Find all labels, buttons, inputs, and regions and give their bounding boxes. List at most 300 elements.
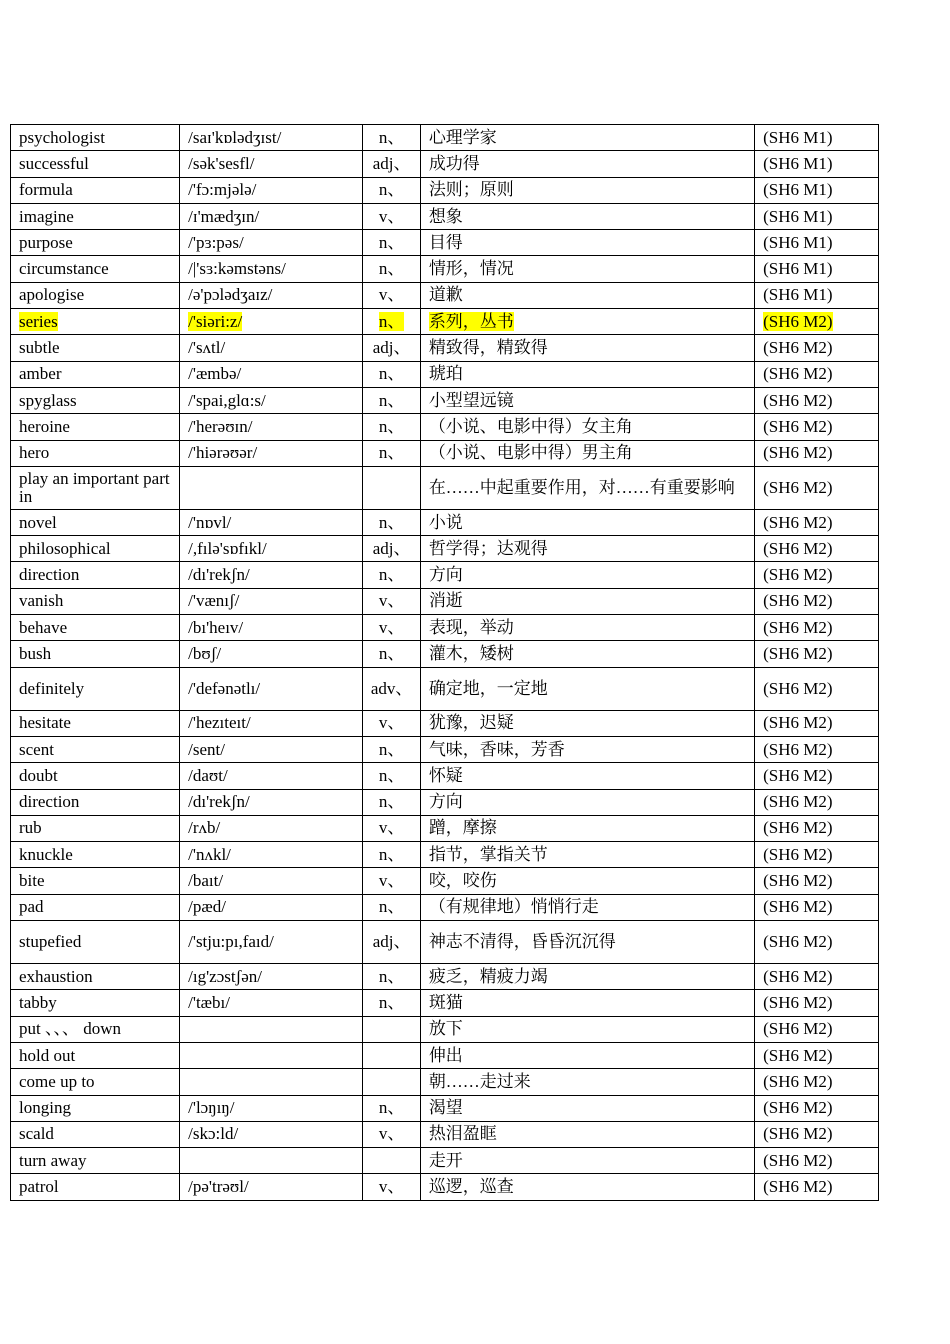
source-text: (SH6 M2) <box>763 765 833 785</box>
part-of-speech-text: v、 <box>378 871 405 891</box>
source-text: (SH6 M1) <box>763 232 833 252</box>
table-row <box>11 1069 879 1095</box>
word-text: vanish <box>19 591 64 611</box>
part-of-speech-text: n、 <box>378 765 405 785</box>
phonetic-cell <box>180 282 363 308</box>
part-of-speech-cell <box>363 1069 420 1095</box>
part-of-speech-cell <box>363 282 420 308</box>
table-row <box>11 282 879 308</box>
source-text: (SH6 M1) <box>763 153 833 173</box>
source-text: (SH6 M2) <box>763 844 833 864</box>
part-of-speech-text: v、 <box>378 818 405 838</box>
phonetic-cell <box>180 588 363 614</box>
word-cell <box>11 466 180 509</box>
part-of-speech-text: n、 <box>378 311 405 331</box>
meaning-text: 放下 <box>428 1019 463 1039</box>
table-row <box>11 710 879 736</box>
meaning-text: 斑猫 <box>428 992 463 1012</box>
table-row <box>11 1095 879 1121</box>
table-row <box>11 815 879 841</box>
part-of-speech-text: n、 <box>378 739 405 759</box>
source-cell <box>755 466 879 509</box>
word-cell <box>11 763 180 789</box>
phonetic-text: /rʌb/ <box>188 818 221 838</box>
word-cell <box>11 868 180 894</box>
part-of-speech-text: n、 <box>378 1098 405 1118</box>
table-row <box>11 868 879 894</box>
part-of-speech-text: v、 <box>378 1177 405 1197</box>
phonetic-cell <box>180 414 363 440</box>
word-text: put 、、、 down <box>19 1019 121 1039</box>
part-of-speech-cell <box>363 894 420 920</box>
phonetic-text: /|'sɜ:kəmstəns/ <box>188 259 286 279</box>
phonetic-text: /daʊt/ <box>188 765 228 785</box>
meaning-cell <box>420 641 754 667</box>
source-cell <box>755 1042 879 1068</box>
source-cell <box>755 615 879 641</box>
meaning-text: 想象 <box>428 206 463 226</box>
meaning-text: 精致得，精致得 <box>428 338 548 358</box>
table-row <box>11 736 879 762</box>
meaning-cell <box>420 387 754 413</box>
word-text: behave <box>19 617 68 637</box>
phonetic-text: /'spai,glɑ:s/ <box>188 390 266 410</box>
meaning-text: 伸出 <box>428 1045 463 1065</box>
meaning-text: 小说 <box>428 512 463 532</box>
table-row <box>11 1174 879 1200</box>
part-of-speech-text: v、 <box>378 1124 405 1144</box>
table-row <box>11 309 879 335</box>
part-of-speech-cell <box>363 615 420 641</box>
meaning-text: 法则；原则 <box>428 180 514 200</box>
phonetic-cell <box>180 815 363 841</box>
word-cell <box>11 361 180 387</box>
phonetic-cell <box>180 387 363 413</box>
part-of-speech-text: n、 <box>378 792 405 812</box>
source-text: (SH6 M2) <box>763 1124 833 1144</box>
word-cell <box>11 1095 180 1121</box>
meaning-cell <box>420 964 754 990</box>
source-text: (SH6 M2) <box>763 443 833 463</box>
meaning-text: 道歉 <box>428 285 463 305</box>
phonetic-text: /ə'pɔlədʒaɪz/ <box>188 285 273 305</box>
meaning-cell <box>420 588 754 614</box>
part-of-speech-cell <box>363 710 420 736</box>
source-cell <box>755 309 879 335</box>
word-cell <box>11 588 180 614</box>
word-text: tabby <box>19 992 57 1012</box>
phonetic-text: /bı'heıv/ <box>188 617 244 637</box>
source-text: (SH6 M2) <box>763 311 833 331</box>
source-cell <box>755 1174 879 1200</box>
word-text: psychologist <box>19 127 105 147</box>
part-of-speech-cell <box>363 466 420 509</box>
source-cell <box>755 414 879 440</box>
part-of-speech-text: adj、 <box>372 932 411 952</box>
word-text: subtle <box>19 338 60 358</box>
phonetic-cell <box>180 466 363 509</box>
vocabulary-page <box>10 124 879 1201</box>
source-text: (SH6 M2) <box>763 1098 833 1118</box>
table-row <box>11 562 879 588</box>
word-cell <box>11 509 180 535</box>
source-text: (SH6 M2) <box>763 897 833 917</box>
part-of-speech-cell <box>363 414 420 440</box>
word-text: formula <box>19 180 73 200</box>
source-cell <box>755 361 879 387</box>
meaning-text: 疲乏，精疲力竭 <box>428 966 548 986</box>
phonetic-cell <box>180 361 363 387</box>
meaning-cell <box>420 177 754 203</box>
word-text: direction <box>19 565 80 585</box>
meaning-cell <box>420 815 754 841</box>
table-row <box>11 177 879 203</box>
phonetic-text: /'hezıteıt/ <box>188 713 251 733</box>
meaning-text: 确定地，一定地 <box>428 678 548 698</box>
source-text: (SH6 M2) <box>763 538 833 558</box>
source-text: (SH6 M2) <box>763 1071 833 1091</box>
part-of-speech-text: n、 <box>378 443 405 463</box>
word-text: rub <box>19 818 42 838</box>
phonetic-cell <box>180 335 363 361</box>
source-cell <box>755 440 879 466</box>
table-row <box>11 509 879 535</box>
word-text: bush <box>19 643 52 663</box>
meaning-text: 蹭，摩擦 <box>428 818 497 838</box>
meaning-cell <box>420 466 754 509</box>
table-row <box>11 921 879 964</box>
phonetic-cell <box>180 125 363 151</box>
source-cell <box>755 1148 879 1174</box>
part-of-speech-text: n、 <box>378 643 405 663</box>
part-of-speech-cell <box>363 1174 420 1200</box>
meaning-text: 咬，咬伤 <box>428 871 497 891</box>
meaning-text: 灌木，矮树 <box>428 643 514 663</box>
source-cell <box>755 1016 879 1042</box>
meaning-text: 情形，情况 <box>428 259 514 279</box>
phonetic-text: /sək'sesfl/ <box>188 153 255 173</box>
part-of-speech-text: n、 <box>378 565 405 585</box>
word-cell <box>11 1121 180 1147</box>
word-text: purpose <box>19 232 73 252</box>
table-row <box>11 1016 879 1042</box>
source-cell <box>755 203 879 229</box>
meaning-cell <box>420 256 754 282</box>
phonetic-text: /'sʌtl/ <box>188 338 226 358</box>
part-of-speech-cell <box>363 256 420 282</box>
phonetic-cell <box>180 763 363 789</box>
word-cell <box>11 125 180 151</box>
meaning-text: 怀疑 <box>428 765 463 785</box>
part-of-speech-text: n、 <box>378 390 405 410</box>
meaning-text: 气味，香味，芳香 <box>428 739 565 759</box>
table-row <box>11 667 879 710</box>
meaning-text: 朝……走过来 <box>428 1071 531 1091</box>
word-cell <box>11 414 180 440</box>
phonetic-cell <box>180 1069 363 1095</box>
phonetic-text: /'vænıʃ/ <box>188 591 240 611</box>
table-row <box>11 440 879 466</box>
part-of-speech-text: n、 <box>378 416 405 436</box>
table-row <box>11 151 879 177</box>
phonetic-text: /sent/ <box>188 739 225 759</box>
word-cell <box>11 667 180 710</box>
phonetic-cell <box>180 641 363 667</box>
part-of-speech-cell <box>363 309 420 335</box>
part-of-speech-cell <box>363 125 420 151</box>
phonetic-text: /skɔ:ld/ <box>188 1124 239 1144</box>
source-text: (SH6 M2) <box>763 416 833 436</box>
phonetic-cell <box>180 177 363 203</box>
source-text: (SH6 M2) <box>763 1019 833 1039</box>
meaning-cell <box>420 868 754 894</box>
source-cell <box>755 667 879 710</box>
source-cell <box>755 736 879 762</box>
phonetic-text: /ɪ'mædʒɪn/ <box>188 206 260 226</box>
table-row <box>11 1042 879 1068</box>
word-text: exhaustion <box>19 966 93 986</box>
meaning-cell <box>420 842 754 868</box>
word-text: knuckle <box>19 844 73 864</box>
meaning-text: 巡逻，巡查 <box>428 1177 514 1197</box>
word-text: come up to <box>19 1071 95 1091</box>
meaning-cell <box>420 894 754 920</box>
meaning-cell <box>420 151 754 177</box>
source-text: (SH6 M2) <box>763 512 833 532</box>
phonetic-text: /dı'rekʃn/ <box>188 565 250 585</box>
meaning-text: 消逝 <box>428 591 463 611</box>
part-of-speech-cell <box>363 230 420 256</box>
phonetic-cell <box>180 1042 363 1068</box>
meaning-text: 渴望 <box>428 1098 463 1118</box>
source-cell <box>755 536 879 562</box>
meaning-text: 热泪盈眶 <box>428 1124 497 1144</box>
source-cell <box>755 868 879 894</box>
phonetic-cell <box>180 509 363 535</box>
part-of-speech-cell <box>363 335 420 361</box>
word-cell <box>11 1069 180 1095</box>
meaning-text: （有规律地）悄悄行走 <box>428 897 599 917</box>
word-text: definitely <box>19 678 85 698</box>
phonetic-text: /pə'trəʊl/ <box>188 1177 249 1197</box>
vocabulary-table-body <box>11 125 879 1201</box>
word-cell <box>11 387 180 413</box>
word-text: scald <box>19 1124 54 1144</box>
meaning-text: 方向 <box>428 565 463 585</box>
source-cell <box>755 256 879 282</box>
table-row <box>11 387 879 413</box>
part-of-speech-cell <box>363 536 420 562</box>
source-text: (SH6 M2) <box>763 364 833 384</box>
meaning-text: 心理学家 <box>428 127 497 147</box>
word-text: play an important part in <box>19 468 170 506</box>
word-text: longing <box>19 1098 71 1118</box>
meaning-cell <box>420 1042 754 1068</box>
part-of-speech-text: adj、 <box>372 153 411 173</box>
meaning-text: 系列，丛书 <box>428 311 514 331</box>
phonetic-cell <box>180 1174 363 1200</box>
word-cell <box>11 562 180 588</box>
part-of-speech-text: n、 <box>378 992 405 1012</box>
meaning-text: 走开 <box>428 1150 463 1170</box>
source-cell <box>755 641 879 667</box>
source-cell <box>755 588 879 614</box>
table-row <box>11 763 879 789</box>
word-text: stupefied <box>19 932 82 952</box>
meaning-text: 指节，掌指关节 <box>428 844 548 864</box>
source-cell <box>755 1121 879 1147</box>
part-of-speech-cell <box>363 842 420 868</box>
meaning-text: 目得 <box>428 232 463 252</box>
part-of-speech-text: v、 <box>378 617 405 637</box>
word-cell <box>11 309 180 335</box>
table-row <box>11 894 879 920</box>
meaning-cell <box>420 710 754 736</box>
meaning-cell <box>420 736 754 762</box>
word-text: circumstance <box>19 259 109 279</box>
phonetic-text: /'hiərəʊər/ <box>188 443 258 463</box>
part-of-speech-text: n、 <box>378 364 405 384</box>
word-text: scent <box>19 739 54 759</box>
word-text: successful <box>19 153 89 173</box>
source-cell <box>755 1095 879 1121</box>
source-cell <box>755 387 879 413</box>
word-text: direction <box>19 792 80 812</box>
part-of-speech-cell <box>363 440 420 466</box>
source-text: (SH6 M2) <box>763 713 833 733</box>
source-text: (SH6 M2) <box>763 818 833 838</box>
meaning-text: 表现，举动 <box>428 617 514 637</box>
part-of-speech-cell <box>363 667 420 710</box>
phonetic-cell <box>180 990 363 1016</box>
source-cell <box>755 1069 879 1095</box>
word-cell <box>11 177 180 203</box>
word-text: turn away <box>19 1150 87 1170</box>
part-of-speech-cell <box>363 815 420 841</box>
part-of-speech-text: n、 <box>378 512 405 532</box>
word-cell <box>11 335 180 361</box>
source-cell <box>755 842 879 868</box>
part-of-speech-cell <box>363 151 420 177</box>
part-of-speech-cell <box>363 509 420 535</box>
part-of-speech-text: n、 <box>378 259 405 279</box>
word-text: hold out <box>19 1045 76 1065</box>
meaning-cell <box>420 1069 754 1095</box>
part-of-speech-cell <box>363 789 420 815</box>
meaning-cell <box>420 615 754 641</box>
word-cell <box>11 151 180 177</box>
meaning-text: （小说、电影中得）女主角 <box>428 416 633 436</box>
phonetic-text: /'tæbı/ <box>188 992 230 1012</box>
part-of-speech-cell <box>363 1042 420 1068</box>
word-text: amber <box>19 364 62 384</box>
phonetic-text: /'stju:pı,faıd/ <box>188 932 274 952</box>
meaning-cell <box>420 282 754 308</box>
phonetic-cell <box>180 440 363 466</box>
source-cell <box>755 509 879 535</box>
part-of-speech-text: adj、 <box>372 338 411 358</box>
source-text: (SH6 M1) <box>763 206 833 226</box>
part-of-speech-text: n、 <box>378 127 405 147</box>
source-cell <box>755 562 879 588</box>
word-text: doubt <box>19 765 58 785</box>
phonetic-text: /'æmbə/ <box>188 364 242 384</box>
part-of-speech-text: adj、 <box>372 538 411 558</box>
table-row <box>11 414 879 440</box>
meaning-cell <box>420 440 754 466</box>
source-text: (SH6 M2) <box>763 932 833 952</box>
part-of-speech-cell <box>363 361 420 387</box>
source-cell <box>755 282 879 308</box>
part-of-speech-text: v、 <box>378 713 405 733</box>
phonetic-cell <box>180 894 363 920</box>
source-text: (SH6 M1) <box>763 180 833 200</box>
phonetic-cell <box>180 921 363 964</box>
meaning-text: 琥珀 <box>428 364 463 384</box>
phonetic-cell <box>180 151 363 177</box>
table-row <box>11 125 879 151</box>
source-text: (SH6 M2) <box>763 992 833 1012</box>
phonetic-cell <box>180 868 363 894</box>
source-cell <box>755 710 879 736</box>
meaning-text: 小型望远镜 <box>428 390 514 410</box>
word-cell <box>11 440 180 466</box>
meaning-cell <box>420 335 754 361</box>
meaning-cell <box>420 1148 754 1174</box>
source-text: (SH6 M2) <box>763 678 833 698</box>
phonetic-cell <box>180 1016 363 1042</box>
phonetic-text: /baıt/ <box>188 871 224 891</box>
source-text: (SH6 M2) <box>763 966 833 986</box>
source-text: (SH6 M1) <box>763 259 833 279</box>
table-row <box>11 335 879 361</box>
phonetic-cell <box>180 256 363 282</box>
phonetic-cell <box>180 230 363 256</box>
table-row <box>11 1121 879 1147</box>
meaning-cell <box>420 667 754 710</box>
meaning-cell <box>420 562 754 588</box>
meaning-cell <box>420 309 754 335</box>
word-text: bite <box>19 871 45 891</box>
part-of-speech-cell <box>363 1016 420 1042</box>
phonetic-text: /,fılə'sɒfıkl/ <box>188 538 267 558</box>
source-text: (SH6 M2) <box>763 565 833 585</box>
word-cell <box>11 990 180 1016</box>
part-of-speech-cell <box>363 177 420 203</box>
phonetic-text: /'siəri:z/ <box>188 311 243 331</box>
word-text: pad <box>19 897 44 917</box>
word-text: novel <box>19 512 57 532</box>
meaning-cell <box>420 414 754 440</box>
word-cell <box>11 1148 180 1174</box>
table-row <box>11 641 879 667</box>
word-cell <box>11 736 180 762</box>
source-cell <box>755 177 879 203</box>
part-of-speech-text: v、 <box>378 206 405 226</box>
source-text: (SH6 M1) <box>763 127 833 147</box>
phonetic-cell <box>180 1095 363 1121</box>
word-cell <box>11 815 180 841</box>
phonetic-cell <box>180 964 363 990</box>
word-text: series <box>19 311 58 331</box>
part-of-speech-text: adv、 <box>370 678 413 698</box>
phonetic-text: /saɪ'kɒlədʒɪst/ <box>188 127 282 147</box>
part-of-speech-text: v、 <box>378 285 405 305</box>
source-text: (SH6 M2) <box>763 591 833 611</box>
word-cell <box>11 921 180 964</box>
table-row <box>11 361 879 387</box>
phonetic-cell <box>180 203 363 229</box>
